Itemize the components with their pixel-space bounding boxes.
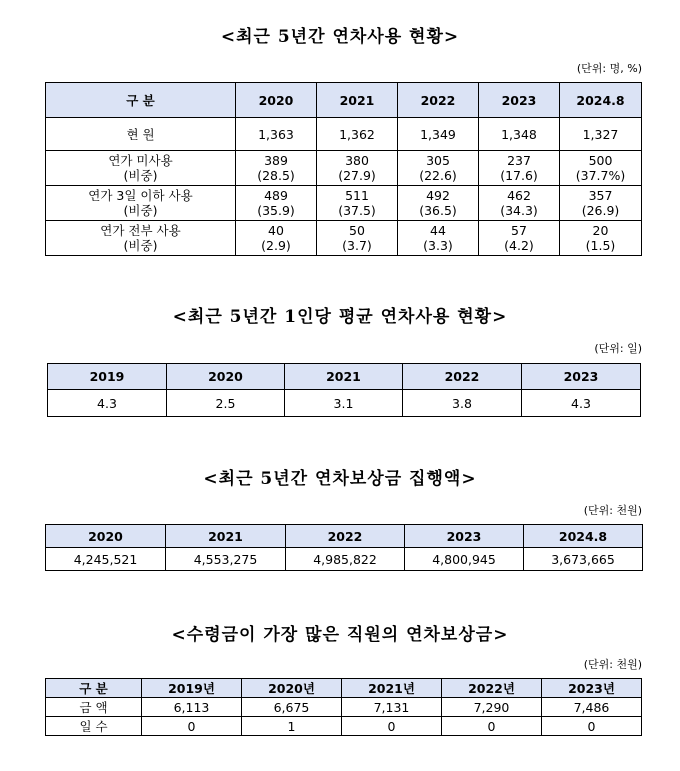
cell — [398, 221, 479, 256]
section1-unit: (단위: 명, %) — [576, 62, 642, 75]
cell: 4,985,822 — [286, 548, 405, 571]
top-employee-compensation-table — [45, 678, 642, 736]
cell: 4,245,521 — [46, 548, 166, 571]
compensation-table — [45, 524, 643, 571]
cell — [560, 186, 642, 221]
cell: 7,486 — [542, 698, 642, 717]
cell — [479, 186, 560, 221]
table-row — [48, 390, 641, 417]
table-row — [46, 186, 642, 221]
section3-unit: (단위: 천원) — [583, 504, 642, 517]
header-cell: 2019 — [48, 364, 167, 390]
header-cell: 구 분 — [46, 83, 236, 118]
ratio: (28.5) — [257, 168, 295, 183]
cell: 1,348 — [479, 118, 560, 151]
header-cell: 2023 — [522, 364, 641, 390]
cell: 7,290 — [442, 698, 542, 717]
cell — [479, 151, 560, 186]
cell: 4,800,945 — [405, 548, 524, 571]
header-cell: 2020 — [46, 525, 166, 548]
value: 357 — [588, 188, 613, 203]
value: 305 — [426, 153, 450, 168]
cell — [317, 186, 398, 221]
cell — [479, 221, 560, 256]
cell: 6,675 — [242, 698, 342, 717]
row-label — [46, 151, 236, 186]
cell: 4,553,275 — [166, 548, 286, 571]
ratio: (22.6) — [419, 168, 457, 183]
value: 489 — [264, 188, 288, 203]
ratio: (2.9) — [261, 238, 291, 253]
value: 20 — [592, 223, 609, 238]
header-cell: 2021 — [317, 83, 398, 118]
cell — [236, 151, 317, 186]
header-cell: 2023 — [405, 525, 524, 548]
cell — [317, 151, 398, 186]
row-label: 금 액 — [46, 698, 142, 717]
cell — [560, 151, 642, 186]
value: 380 — [345, 153, 369, 168]
annual-leave-usage-table — [45, 82, 642, 256]
cell: 2.5 — [167, 390, 285, 417]
row-label: 일 수 — [46, 717, 142, 736]
cell — [560, 221, 642, 256]
cell: 3,673,665 — [524, 548, 643, 571]
cell: 0 — [542, 717, 642, 736]
row-label — [46, 221, 236, 256]
cell: 0 — [142, 717, 242, 736]
section1-title: <최근 5년간 연차사용 현황> — [220, 27, 460, 47]
ratio: (37.7%) — [575, 168, 626, 183]
row-label — [46, 186, 236, 221]
cell: 1,327 — [560, 118, 642, 151]
row-label: 현 원 — [46, 118, 236, 151]
ratio: (26.9) — [581, 203, 620, 218]
value: 237 — [507, 153, 531, 168]
table-header-row — [46, 679, 642, 698]
ratio: (3.3) — [423, 238, 453, 253]
cell: 6,113 — [142, 698, 242, 717]
header-cell: 2022 — [398, 83, 479, 118]
ratio: (17.6) — [500, 168, 538, 183]
header-cell: 2020 — [167, 364, 285, 390]
section3-title: <최근 5년간 연차보상금 집행액> — [203, 469, 477, 489]
cell: 4.3 — [48, 390, 167, 417]
table-row — [46, 151, 642, 186]
value: 44 — [430, 223, 446, 238]
cell: 3.1 — [285, 390, 403, 417]
value: 40 — [268, 223, 284, 238]
table-row — [46, 698, 642, 717]
value: 500 — [588, 153, 613, 168]
section2-unit: (단위: 일) — [594, 342, 642, 355]
header-cell: 2020 — [236, 83, 317, 118]
cell: 7,131 — [342, 698, 442, 717]
table-header-row — [46, 83, 642, 118]
header-cell: 2023년 — [542, 679, 642, 698]
cell: 1 — [242, 717, 342, 736]
cell — [317, 221, 398, 256]
cell: 0 — [342, 717, 442, 736]
cell: 4.3 — [522, 390, 641, 417]
header-cell: 2022 — [286, 525, 405, 548]
ratio: (34.3) — [500, 203, 538, 218]
value: 57 — [511, 223, 527, 238]
header-cell: 2023 — [479, 83, 560, 118]
ratio: (27.9) — [338, 168, 376, 183]
cell: 0 — [442, 717, 542, 736]
row-label-main: 연가 3일 이하 사용 — [88, 188, 193, 203]
header-cell: 구 분 — [46, 679, 142, 698]
cell — [398, 186, 479, 221]
ratio: (3.7) — [342, 238, 372, 253]
row-label-main: 연가 전부 사용 — [100, 223, 181, 238]
value: 511 — [345, 188, 369, 203]
cell: 1,363 — [236, 118, 317, 151]
cell: 1,349 — [398, 118, 479, 151]
header-cell: 2020년 — [242, 679, 342, 698]
header-cell: 2019년 — [142, 679, 242, 698]
cell: 3.8 — [403, 390, 522, 417]
cell: 1,362 — [317, 118, 398, 151]
section2-title: <최근 5년간 1인당 평균 연차사용 현황> — [172, 307, 508, 327]
table-row — [46, 221, 642, 256]
header-cell: 2021년 — [342, 679, 442, 698]
table-row — [46, 548, 643, 571]
row-label-sub: (비중) — [123, 203, 158, 218]
value: 492 — [426, 188, 450, 203]
value: 389 — [264, 153, 288, 168]
ratio: (36.5) — [419, 203, 457, 218]
table-header-row — [46, 525, 643, 548]
cell — [398, 151, 479, 186]
value: 462 — [507, 188, 531, 203]
ratio: (35.9) — [257, 203, 295, 218]
ratio: (1.5) — [585, 238, 616, 253]
row-label-sub: (비중) — [123, 168, 158, 183]
header-cell: 2022년 — [442, 679, 542, 698]
row-label-main: 연가 미사용 — [108, 153, 173, 168]
value: 50 — [349, 223, 365, 238]
avg-leave-table — [47, 363, 641, 417]
header-cell: 2022 — [403, 364, 522, 390]
table-header-row — [48, 364, 641, 390]
header-cell: 2024.8 — [524, 525, 643, 548]
cell — [236, 186, 317, 221]
ratio: (4.2) — [504, 238, 534, 253]
header-cell: 2021 — [166, 525, 286, 548]
table-row — [46, 118, 642, 151]
section4-title: <수령금이 가장 많은 직원의 연차보상금> — [171, 625, 509, 645]
section4-unit: (단위: 천원) — [583, 658, 642, 671]
row-label-sub: (비중) — [123, 238, 158, 253]
header-cell: 2021 — [285, 364, 403, 390]
ratio: (37.5) — [338, 203, 376, 218]
table-row — [46, 717, 642, 736]
cell — [236, 221, 317, 256]
header-cell: 2024.8 — [560, 83, 642, 118]
